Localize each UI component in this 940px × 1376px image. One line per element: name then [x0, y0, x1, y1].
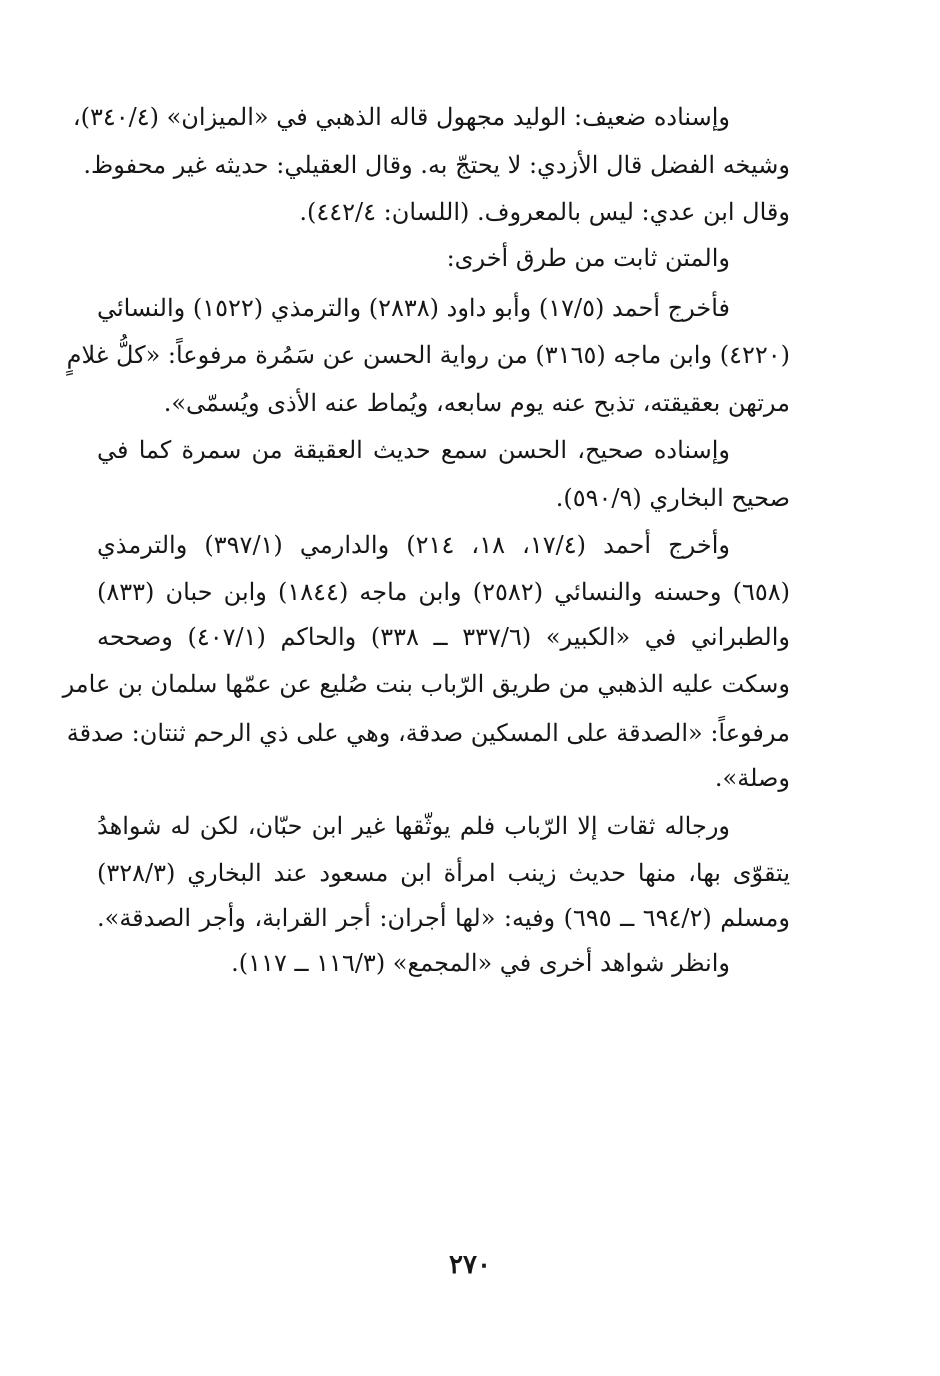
- text-line: (٤٢٢٠) وابن ماجه (٣١٦٥) من رواية الحسن عن سَمُرة مرفوعاً: «كلُّ غلامٍ: [66, 341, 790, 369]
- text-line: ومسلم (٦٩٤/٢ ــ ٦٩٥) وفيه: «لها أجران: أجر القرابة، وأجر الصدقة».: [97, 904, 791, 932]
- text-line: مرتهن بعقيقته، تذبح عنه يوم سابعه، ويُماط عنه الأذى ويُسمّى».: [163, 389, 790, 417]
- text-line: والطبراني في «الكبير» (٣٣٧/٦ ــ ٣٣٨) والحاكم (٤٠٧/١) وصححه: [97, 623, 790, 651]
- text-line: مرفوعاً: «الصدقة على المسكين صدقة، وهي على ذي الرحم ثنتان: صدقة: [66, 719, 790, 747]
- text-line: وسكت عليه الذهبي من طريق الرّباب بنت صُليع عن عمّها سلمان بن عامر: [62, 670, 790, 698]
- text-line: وشيخه الفضل قال الأزدي: لا يحتجّ به. وقال العقيلي: حديثه غير محفوظ.: [83, 151, 790, 179]
- page-number: ٢٧٠: [449, 1250, 491, 1280]
- text-line: وقال ابن عدي: ليس بالمعروف. (اللسان: ٤٤٢/٤).: [299, 198, 790, 226]
- text-line: يتقوّى بها، منها حديث زينب امرأة ابن مسعود عند البخاري (٣٢٨/٣): [97, 859, 791, 887]
- text-line: فأخرج أحمد (١٧/٥) وأبو داود (٢٨٣٨) والترمذي (١٥٢٢) والنسائي: [97, 294, 730, 322]
- text-line: صحيح البخاري (٥٩٠/٩).: [555, 484, 790, 512]
- text-line: وانظر شواهد أخرى في «المجمع» (١١٦/٣ ــ ١١٧).: [231, 949, 730, 977]
- text-line: والمتن ثابت من طرق أخرى:: [446, 244, 730, 272]
- text-line: وإسناده ضعيف: الوليد مجهول قاله الذهبي في «الميزان» (٣٤٠/٤)،: [72, 103, 730, 131]
- text-line: وصلة».: [714, 764, 790, 792]
- text-line: وأخرج أحمد (١٧/٤، ١٨، ٢١٤) والدارمي (٣٩٧/١) والترمذي: [97, 531, 730, 559]
- text-line: (٦٥٨) وحسنه والنسائي (٢٥٨٢) وابن ماجه (١٨٤٤) وابن حبان (٨٣٣): [97, 578, 790, 606]
- text-line: ورجاله ثقات إلا الرّباب فلم يوثّقها غير ابن حبّان، لكن له شواهدُ: [97, 812, 730, 840]
- text-line: وإسناده صحيح، الحسن سمع حديث العقيقة من سمرة كما في: [97, 436, 730, 464]
